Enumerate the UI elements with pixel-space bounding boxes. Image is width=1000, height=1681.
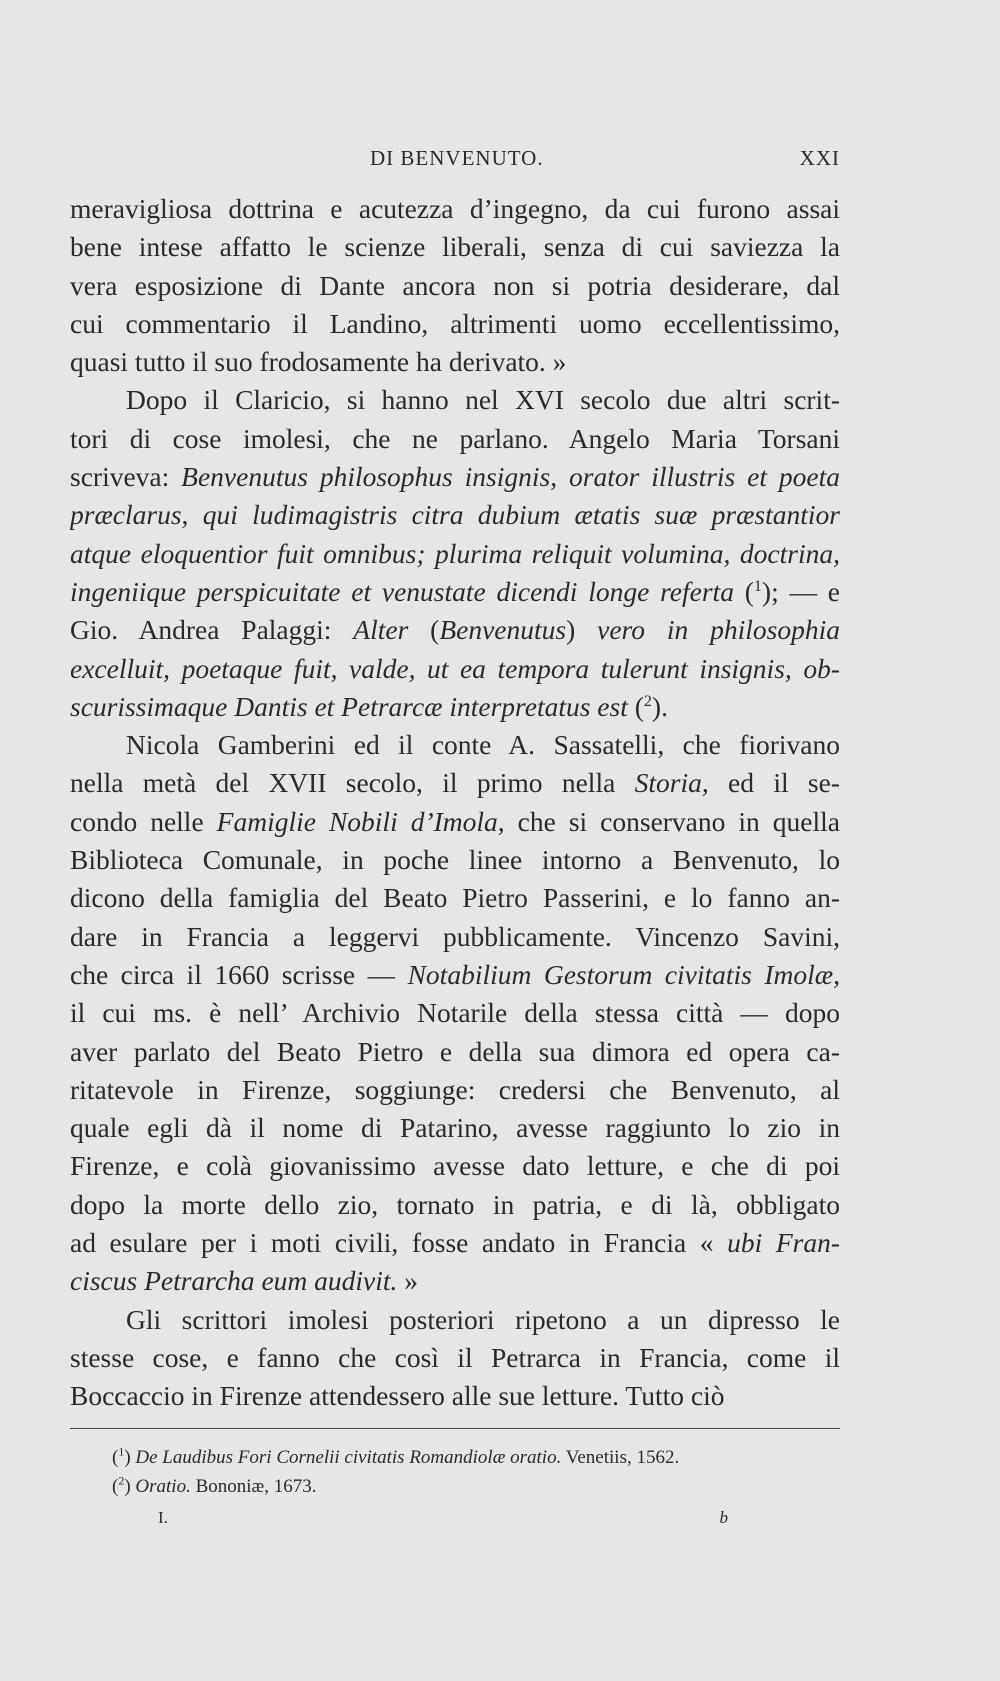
text-line — [70, 688, 840, 726]
footnote-number: 1 — [118, 1444, 125, 1459]
printer-signature — [158, 1508, 728, 1532]
text-line — [70, 381, 840, 419]
italic-text: ubi Fran- — [727, 1227, 840, 1259]
page-number: XXI — [799, 146, 840, 170]
text-line — [70, 803, 840, 841]
footnote-reference: 2 — [643, 692, 652, 710]
italic-text: præclarus, qui ludimagistris citra dubium ætatis suæ præstantior — [70, 499, 840, 531]
text-segment: ritatevole in Firenze, soggiunge: credersi che Benvenuto, al — [70, 1073, 840, 1105]
text-segment: meravigliosa dottrina e acutezza d’ingegno, da cui furono assai — [70, 193, 840, 224]
italic-text: scurissimaque Dantis et Petrarcæ interpretatus est — [70, 690, 628, 722]
text-line — [70, 918, 840, 956]
text-segment: cui commentario il Landino, altrimenti uomo eccellentissimo, — [70, 307, 840, 339]
text-segment: ); — e — [761, 575, 840, 607]
italic-text: Benvenutus philosophus insignis, orator illustris et poeta — [181, 461, 840, 493]
text-segment: tori di cose imolesi, che ne parlano. Angelo Maria Torsani — [70, 422, 840, 454]
text-segment: ( — [733, 575, 754, 607]
footnote — [112, 1472, 812, 1501]
footnote-rule — [70, 1428, 840, 1429]
text-segment: Gli scrittori imolesi posteriori ripetono a un dipresso le — [126, 1303, 840, 1335]
text-line — [70, 1339, 840, 1377]
footnote-text: Oratio. — [135, 1476, 191, 1497]
text-segment: aver parlato del Beato Pietro e della sua dimora ed opera ca- — [70, 1035, 840, 1067]
footnote-reference: 1 — [753, 577, 762, 595]
text-segment: Boccaccio in Firenze attendessero alle sue letture. Tutto ciò — [70, 1380, 725, 1412]
footnote-text: De Laudibus Fori Cornelii civitatis Romandiolæ oratio. — [135, 1447, 562, 1468]
italic-text: vero in philosophia — [597, 614, 840, 646]
text-segment: ad esulare per i moti civili, fosse andato in Francia « — [70, 1227, 728, 1259]
italic-text: excelluit, poetaque fuit, valde, ut ea tempora tulerunt insignis, ob- — [70, 652, 840, 684]
text-segment: ed il se- — [708, 767, 840, 799]
text-line — [70, 650, 840, 688]
text-line — [70, 1224, 840, 1262]
italic-text: Alter — [353, 614, 409, 646]
running-head-title: DI BENVENUTO. — [370, 146, 544, 170]
text-line — [70, 420, 840, 458]
text-line — [70, 305, 840, 343]
text-line — [70, 496, 840, 534]
footnote-mark: ($^1$) — [112, 1444, 136, 1468]
footnote-text: Venetiis, 1562. — [561, 1447, 680, 1468]
signature-volume: I. — [158, 1508, 168, 1527]
text-line — [70, 726, 840, 764]
text-line — [70, 764, 840, 802]
text-line — [70, 611, 840, 649]
text-line — [70, 1071, 840, 1109]
footnotes — [112, 1443, 812, 1501]
footnote-number: 2 — [118, 1473, 125, 1488]
text-segment: dicono della famiglia del Beato Pietro Passerini, e lo fanno an- — [70, 882, 840, 914]
running-head — [70, 146, 840, 176]
text-segment: Firenze, e colà giovanissimo avesse dato letture, e che di poi — [70, 1150, 840, 1182]
italic-text: Famiglie Nobili d’Imola, — [216, 805, 505, 837]
text-segment: quale egli dà il nome di Patarino, avesse raggiunto lo zio in — [70, 1112, 840, 1144]
text-segment: che si conservano in quella — [504, 805, 840, 837]
text-line — [70, 267, 840, 305]
text-segment: dopo la morte dello zio, tornato in patria, e di là, obbligato — [70, 1188, 840, 1220]
text-segment: condo nelle — [70, 805, 217, 837]
text-segment: bene intese affatto le scienze liberali, senza di cui saviezza la — [70, 231, 840, 263]
text-segment: stesse cose, e fanno che così il Petrarca in Francia, come il — [70, 1341, 840, 1373]
text-segment: ( — [627, 690, 644, 722]
text-line — [70, 1109, 840, 1147]
text-line — [70, 1033, 840, 1071]
text-line — [70, 573, 840, 611]
text-line — [70, 879, 840, 917]
italic-text: ingeniique perspicuitate et venustate dicendi longe referta — [70, 575, 734, 607]
text-segment: Biblioteca Comunale, in poche linee intorno a Benvenuto, lo — [70, 844, 840, 876]
text-segment: ). — [651, 690, 668, 722]
text-line — [70, 1377, 840, 1415]
italic-text: ciscus Petrarcha eum audivit. — [70, 1265, 398, 1297]
text-line — [70, 343, 840, 381]
text-line — [70, 228, 840, 266]
text-line — [70, 1186, 840, 1224]
text-line — [70, 190, 840, 228]
text-segment: ) — [566, 614, 598, 646]
text-segment: scriveva: — [70, 461, 182, 493]
text-segment: vera esposizione di Dante ancora non si potria desiderare, dal — [70, 269, 840, 301]
text-segment: che circa il 1660 scrisse — — [70, 958, 408, 990]
text-line — [70, 841, 840, 879]
text-segment: nella metà del XVII secolo, il primo nella — [70, 767, 635, 799]
text-segment: ( — [408, 614, 440, 646]
text-line — [70, 535, 840, 573]
text-segment: Nicola Gamberini ed il conte A. Sassatelli, che fiorivano — [126, 729, 840, 761]
text-segment: quasi tutto il suo frodosamente ha derivato. » — [70, 346, 567, 378]
footnote-text: Bononiæ, 1673. — [190, 1476, 317, 1497]
footnote-mark: ($^2$) — [112, 1473, 136, 1497]
signature-mark: b — [719, 1508, 728, 1527]
text-segment: il cui ms. è nell’ Archivio Notarile della stessa città — dopo — [70, 997, 840, 1029]
text-line — [70, 1262, 840, 1300]
text-segment: » — [397, 1265, 419, 1297]
italic-text: Storia, — [634, 767, 709, 799]
text-line — [70, 458, 840, 496]
text-line — [70, 1301, 840, 1339]
footnote — [112, 1443, 812, 1472]
text-segment: dare in Francia a leggervi pubblicamente. Vincenzo Savini, — [70, 920, 840, 952]
body-text — [70, 190, 840, 1416]
text-line — [70, 1147, 840, 1185]
italic-text: Benvenutus — [439, 614, 567, 646]
text-line — [70, 956, 840, 994]
text-segment: Gio. Andrea Palaggi: — [70, 614, 354, 646]
text-line — [70, 994, 840, 1032]
italic-text: Notabilium Gestorum civitatis Imolæ, — [407, 958, 840, 990]
text-segment: Dopo il Claricio, si hanno nel XVI secolo due altri scrit- — [126, 384, 840, 416]
italic-text: atque eloquentior fuit omnibus; plurima reliquit volumina, doctrina, — [70, 537, 840, 569]
